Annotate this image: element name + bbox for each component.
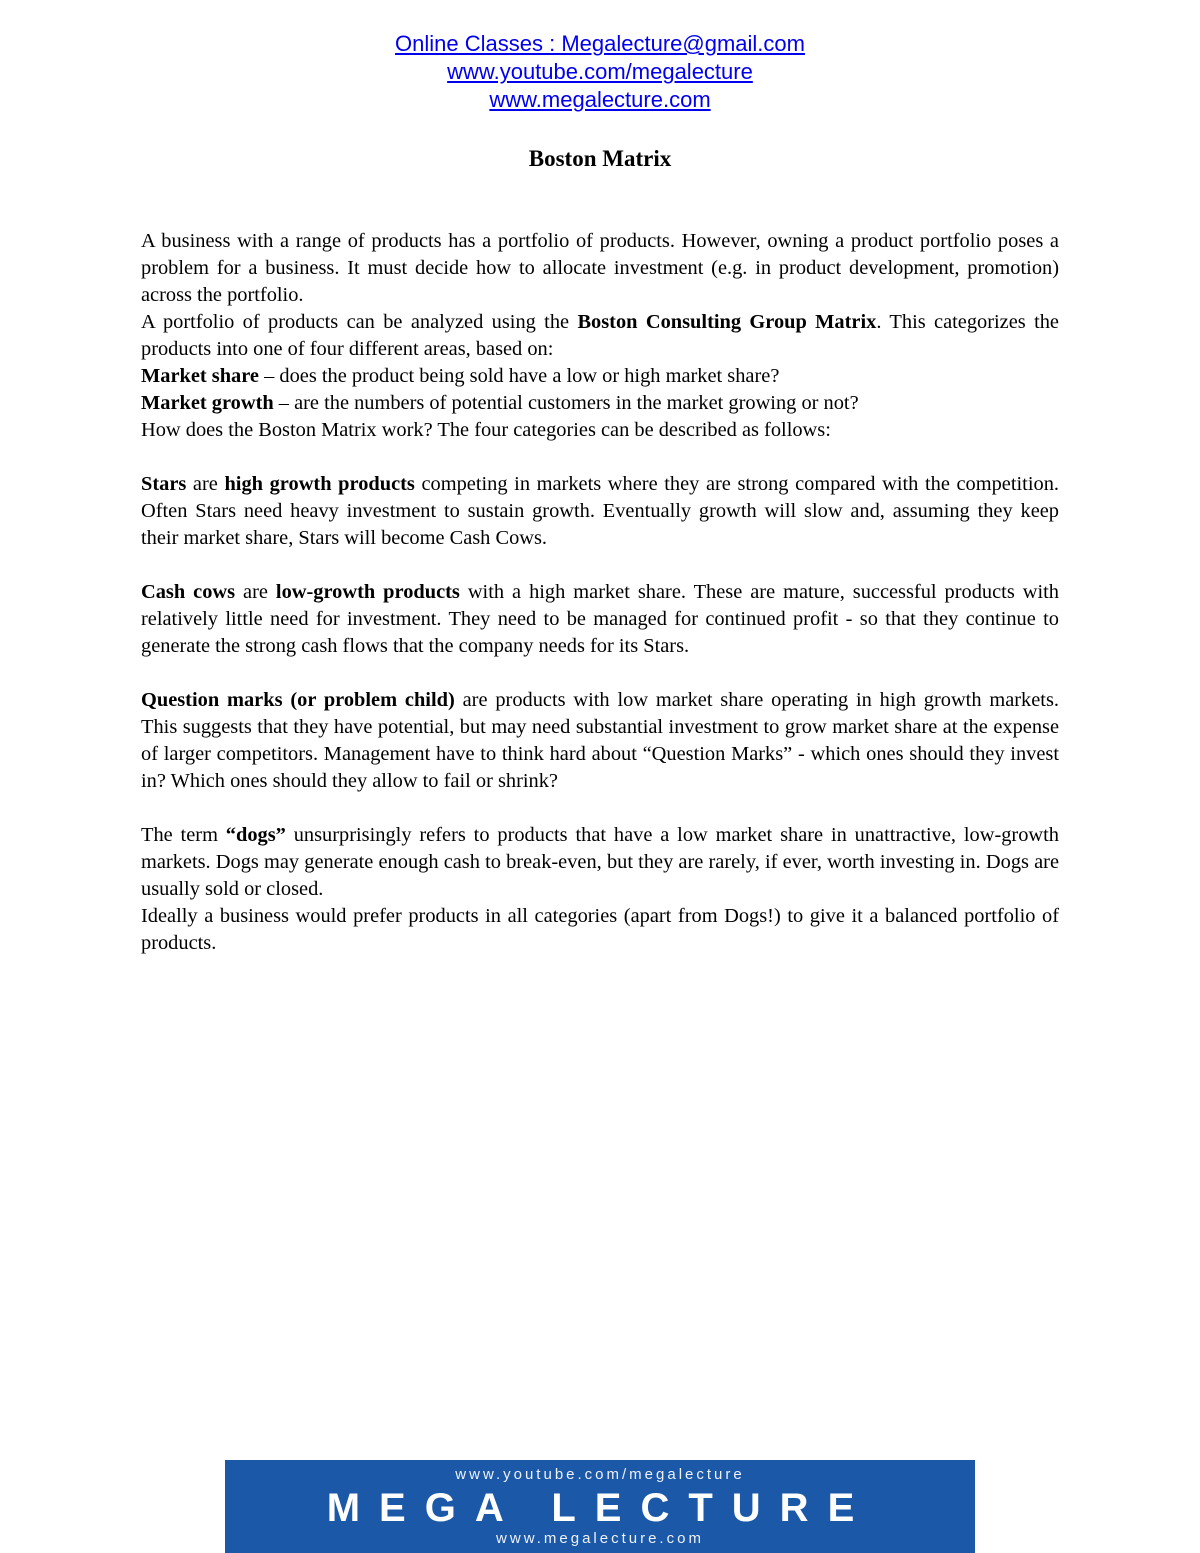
market-growth-term: Market growth [141,392,274,414]
bcg-text-post: . This categorizes the products into one of four different areas, based on: [141,311,1059,360]
document-body [141,228,1059,957]
question-marks-term: Question marks (or problem child) [141,689,455,711]
dogs-paragraph [141,822,1059,903]
market-share-line [141,363,1059,390]
cash-cows-paragraph [141,579,1059,660]
cash-cows-term: Cash cows [141,581,236,603]
question-marks-text: are products with low market share operating in high growth markets. This suggests that they have potential, but may need substantial investment to grow market share at the expense of larger competitors. Management have to think hard about “Question Marks” - which ones should they invest in? Which ones should they allow to fail or shrink? [141,689,1059,792]
dogs-text: unsurprisingly refers to products that have a low market share in unattractive, low-growth markets. Dogs may generate enough cash to break-even, but they are rarely, if ever, worth investing in. Dogs are usually sold or closed. [141,824,1060,900]
footer-banner [225,1460,975,1553]
cash-cows-term-2: low-growth products [275,581,460,603]
market-share-term: Market share [141,365,259,387]
footer-website-text: www.megalecture.com [496,1530,704,1547]
stars-term-2: high growth products [224,473,415,495]
stars-text: competing in markets where they are strong compared with the competition. Often Stars need heavy investment to sustain growth. Eventually growth will slow and, assuming they keep their market share, Stars will become Cash Cows. [141,473,1059,549]
stars-text-mid: are [186,473,225,495]
bcg-text-pre: A portfolio of products can be analyzed using the [141,311,578,333]
conclusion-paragraph: Ideally a business would prefer products in all categories (apart from Dogs!) to give it a balanced portfolio of products. [141,905,1059,954]
page-title: Boston Matrix [528,146,672,171]
stars-term: Stars [141,473,187,495]
question-marks-paragraph [141,687,1059,795]
footer-brand-logo: MEGA LECTURE [326,1486,874,1530]
dogs-text-pre: The term [141,824,226,846]
bcg-term: Boston Consulting Group Matrix [577,311,877,333]
how-it-works-line: How does the Boston Matrix work? The four categories can be described as follows: [141,419,831,441]
youtube-link[interactable]: www.youtube.com/megalecture [447,59,753,84]
cash-cows-text: with a high market share. These are mature, successful products with relatively little need for investment. They need to be managed for continued profit - so that they continue to generate the strong cash flows that the company needs for its Stars. [141,581,1059,657]
market-share-text: – does the product being sold have a low or high market share? [258,365,780,387]
dogs-term: “dogs” [225,824,286,846]
bcg-paragraph [141,309,1059,363]
page-header [0,30,1200,114]
cash-cows-text-mid: are [235,581,276,603]
stars-paragraph [141,471,1059,552]
intro-paragraph: A business with a range of products has a portfolio of products. However, owning a product portfolio poses a problem for a business. It must decide how to allocate investment (e.g. in product development, promotion) across the portfolio. [141,230,1059,306]
market-growth-line [141,390,1059,417]
email-link[interactable]: Online Classes : Megalecture@gmail.com [395,31,805,56]
market-growth-text: – are the numbers of potential customers in the market growing or not? [273,392,859,414]
website-link[interactable]: www.megalecture.com [489,87,711,112]
footer-youtube-text: www.youtube.com/megalecture [455,1466,745,1483]
